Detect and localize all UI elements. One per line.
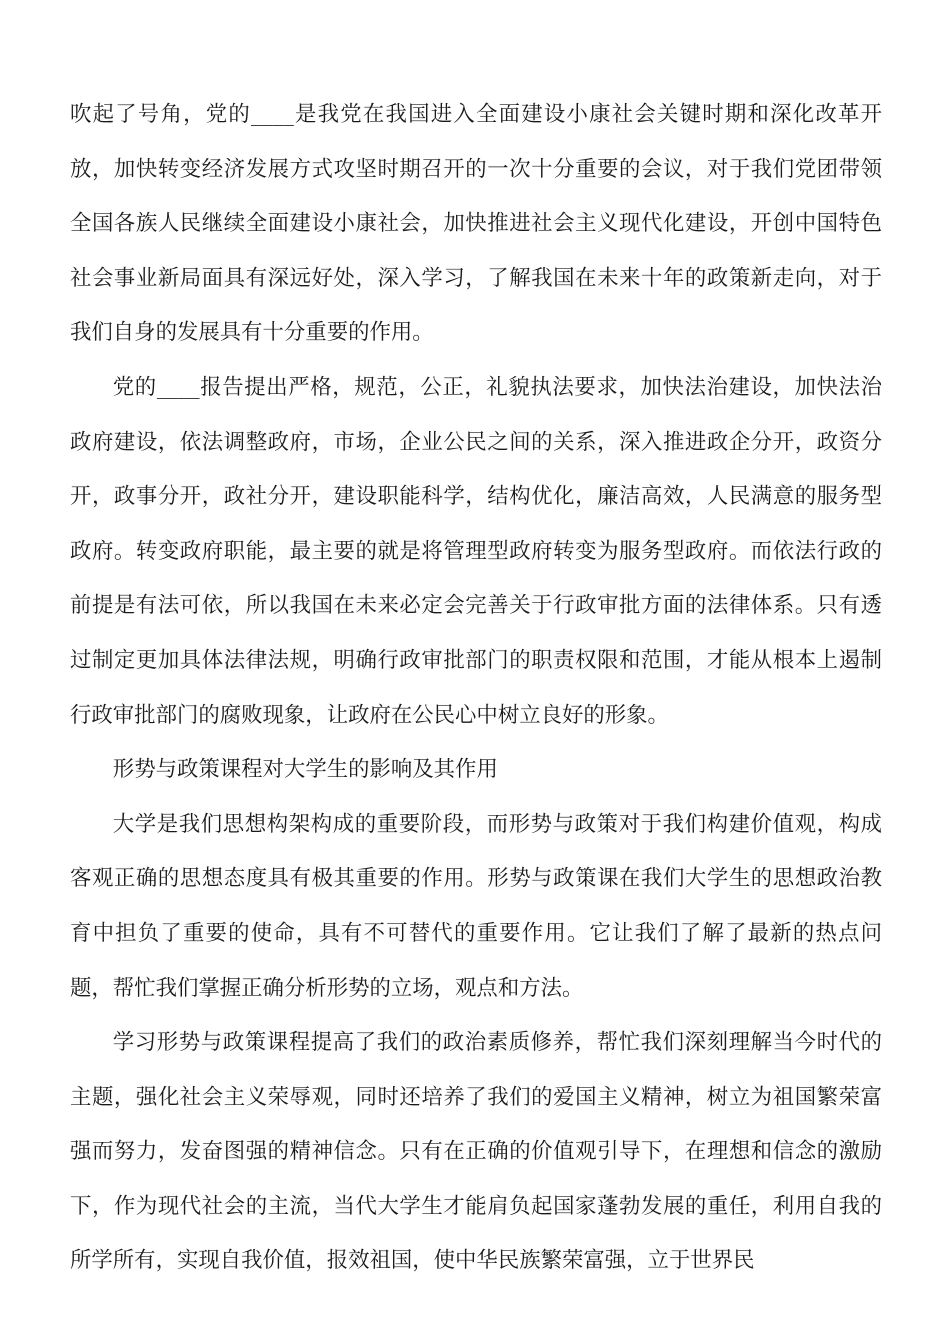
section-heading: 形势与政策课程对大学生的影响及其作用 <box>112 757 498 783</box>
document-page <box>70 88 882 1289</box>
paragraph-4: 学习形势与政策课程提高了我们的政治素质修养，帮忙我们深刻理解当今时代的主题，强化社会主义荣辱观，同时还培养了我们的爱国主义精神，树立为祖国繁荣富强而努力，发奋图强的精神信念。只有在正确的价值观引导下，在理想和信念的激励下，作为现代社会的主流，当代大学生才能肩负起国家蓬勃发展的重任，利用自我的所学所有，实现自我价值，报效祖国，使中华民族繁荣富强，立于世界民 <box>70 1030 882 1274</box>
paragraph-1: 吹起了号角，党的____是我党在我国进入全面建设小康社会关键时期和深化改革开放，加快转变经济发展方式攻坚时期召开的一次十分重要的会议，对于我们党团带领全国各族人民继续全面建设小康社会，加快推进社会主义现代化建设，开创中国特色社会事业新局面具有深远好处，深入学习，了解我国在未来十年的政策新走向，对于我们自身的发展具有十分重要的作用。 <box>70 102 882 346</box>
paragraph-3: 大学是我们思想构架构成的重要阶段，而形势与政策对于我们构建价值观，构成客观正确的思想态度具有极其重要的作用。形势与政策课在我们大学生的思想政治教育中担负了重要的使命，具有不可替代的重要作用。它让我们了解了最新的热点问题，帮忙我们掌握正确分析形势的立场，观点和方法。 <box>70 811 882 1001</box>
paragraph-2: 党的____报告提出严格，规范，公正，礼貌执法要求，加快法治建设，加快法治政府建设，依法调整政府，市场，企业公民之间的关系，深入推进政企分开，政资分开，政事分开，政社分开，建设职能科学，结构优化，廉洁高效，人民满意的服务型政府。转变政府职能，最主要的就是将管理型政府转变为服务型政府。而依法行政的前提是有法可依，所以我国在未来必定会完善关于行政审批方面的法律体系。只有透过制定更加具体法律法规，明确行政审批部门的职责权限和范围，才能从根本上遏制行政审批部门的腐败现象，让政府在公民心中树立良好的形象。 <box>70 374 882 728</box>
